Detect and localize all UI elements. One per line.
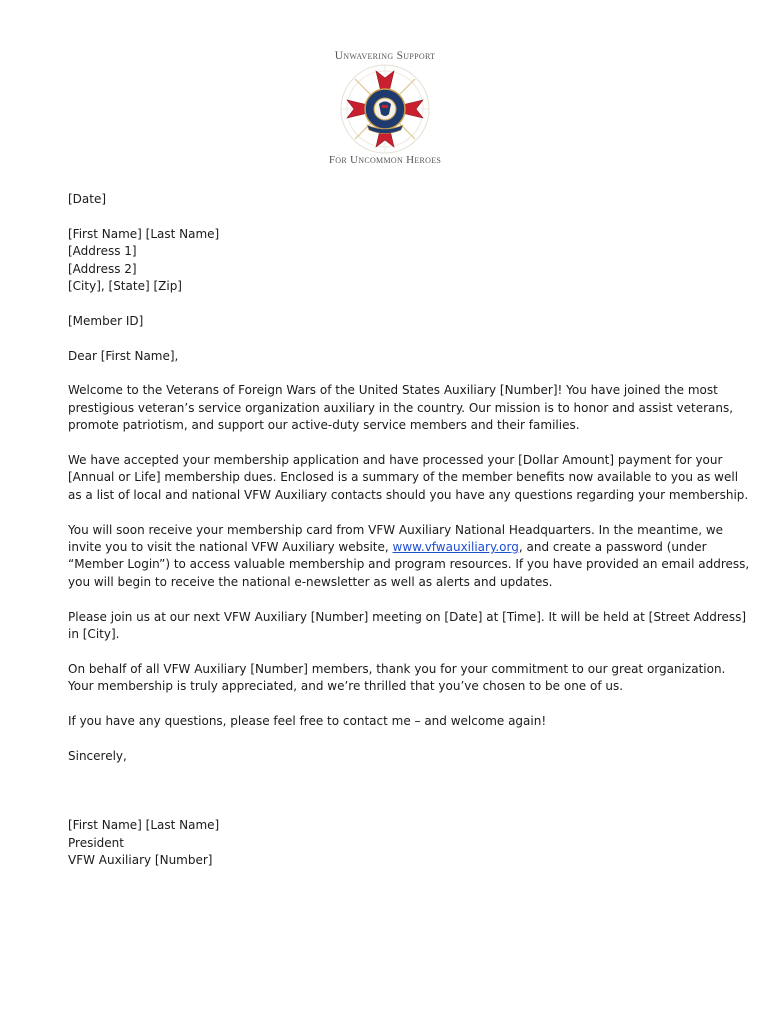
paragraph-line: On behalf of all VFW Auxiliary [Number] members, thank you for your commitment to our great organization. bbox=[68, 661, 726, 676]
paragraph-line: We have accepted your membership application and have processed your [Dollar Amount] payment for your bbox=[68, 453, 723, 468]
closing: Sincerely, bbox=[68, 748, 127, 763]
paragraph-line: [Annual or Life] membership dues. Enclosed is a summary of the member benefits now available to you as well bbox=[68, 470, 739, 485]
salutation: Dear [First Name], bbox=[68, 348, 179, 363]
meeting-paragraph bbox=[68, 609, 747, 644]
signature-name: [First Name] [Last Name] bbox=[68, 818, 220, 833]
address-line: [Address 2] bbox=[68, 261, 137, 276]
paragraph-line: Please join us at our next VFW Auxiliary [Number] meeting on [Date] at [Time]. It will be held at [Street Address] bbox=[68, 609, 747, 624]
address-line: [Address 1] bbox=[68, 244, 137, 259]
website-link[interactable]: www.vfwauxiliary.org bbox=[392, 540, 519, 555]
paragraph-line: you will begin to receive the national e-newsletter as well as alerts and updates. bbox=[68, 574, 553, 589]
signature-title: President bbox=[68, 835, 124, 850]
payment-paragraph bbox=[68, 452, 749, 504]
paragraph-line: Your membership is truly appreciated, and we’re thrilled that you’ve chosen to be one of us. bbox=[68, 679, 624, 694]
paragraph-line: “Member Login”) to access valuable membership and program resources. If you have provided an email address, bbox=[68, 557, 750, 572]
address-line: [City], [State] [Zip] bbox=[68, 279, 182, 294]
paragraph-line: in [City]. bbox=[68, 627, 120, 642]
vfw-auxiliary-emblem-icon bbox=[327, 63, 443, 155]
member-id: [Member ID] bbox=[68, 313, 144, 328]
logo-top-text: Unwavering Support bbox=[334, 50, 436, 62]
paragraph-line bbox=[68, 539, 708, 556]
signature-organization: VFW Auxiliary [Number] bbox=[68, 853, 213, 868]
paragraph-line: promote patriotism, and support our active-duty service members and their families. bbox=[68, 418, 580, 433]
paragraph-line: You will soon receive your membership card from VFW Auxiliary National Headquarters. In the meantime, we bbox=[68, 522, 724, 537]
membership-card-paragraph bbox=[68, 522, 750, 592]
signature-space bbox=[68, 783, 708, 818]
questions-line: If you have any questions, please feel free to contact me – and welcome again! bbox=[68, 714, 547, 729]
paragraph-line: prestigious veteran’s service organization auxiliary in the country. Our mission is to honor and assist veterans, bbox=[68, 400, 734, 415]
welcome-paragraph bbox=[68, 382, 734, 434]
text-run: , and create a password (under bbox=[518, 540, 707, 555]
thanks-paragraph bbox=[68, 661, 726, 696]
date-placeholder: [Date] bbox=[68, 192, 107, 206]
text-run: invite you to visit the national VFW Auxiliary website, bbox=[68, 540, 393, 555]
paragraph-line: Welcome to the Veterans of Foreign Wars of the United States Auxiliary [Number]! You have joined the most bbox=[68, 383, 718, 398]
logo-bottom-text: For Uncommon Heroes bbox=[328, 154, 442, 166]
recipient-address bbox=[68, 226, 708, 296]
paragraph-line: as a list of local and national VFW Auxiliary contacts should you have any questions regarding your membership. bbox=[68, 487, 749, 502]
address-line: [First Name] [Last Name] bbox=[68, 226, 220, 241]
signature-block bbox=[68, 817, 708, 869]
letter-body bbox=[68, 191, 750, 887]
